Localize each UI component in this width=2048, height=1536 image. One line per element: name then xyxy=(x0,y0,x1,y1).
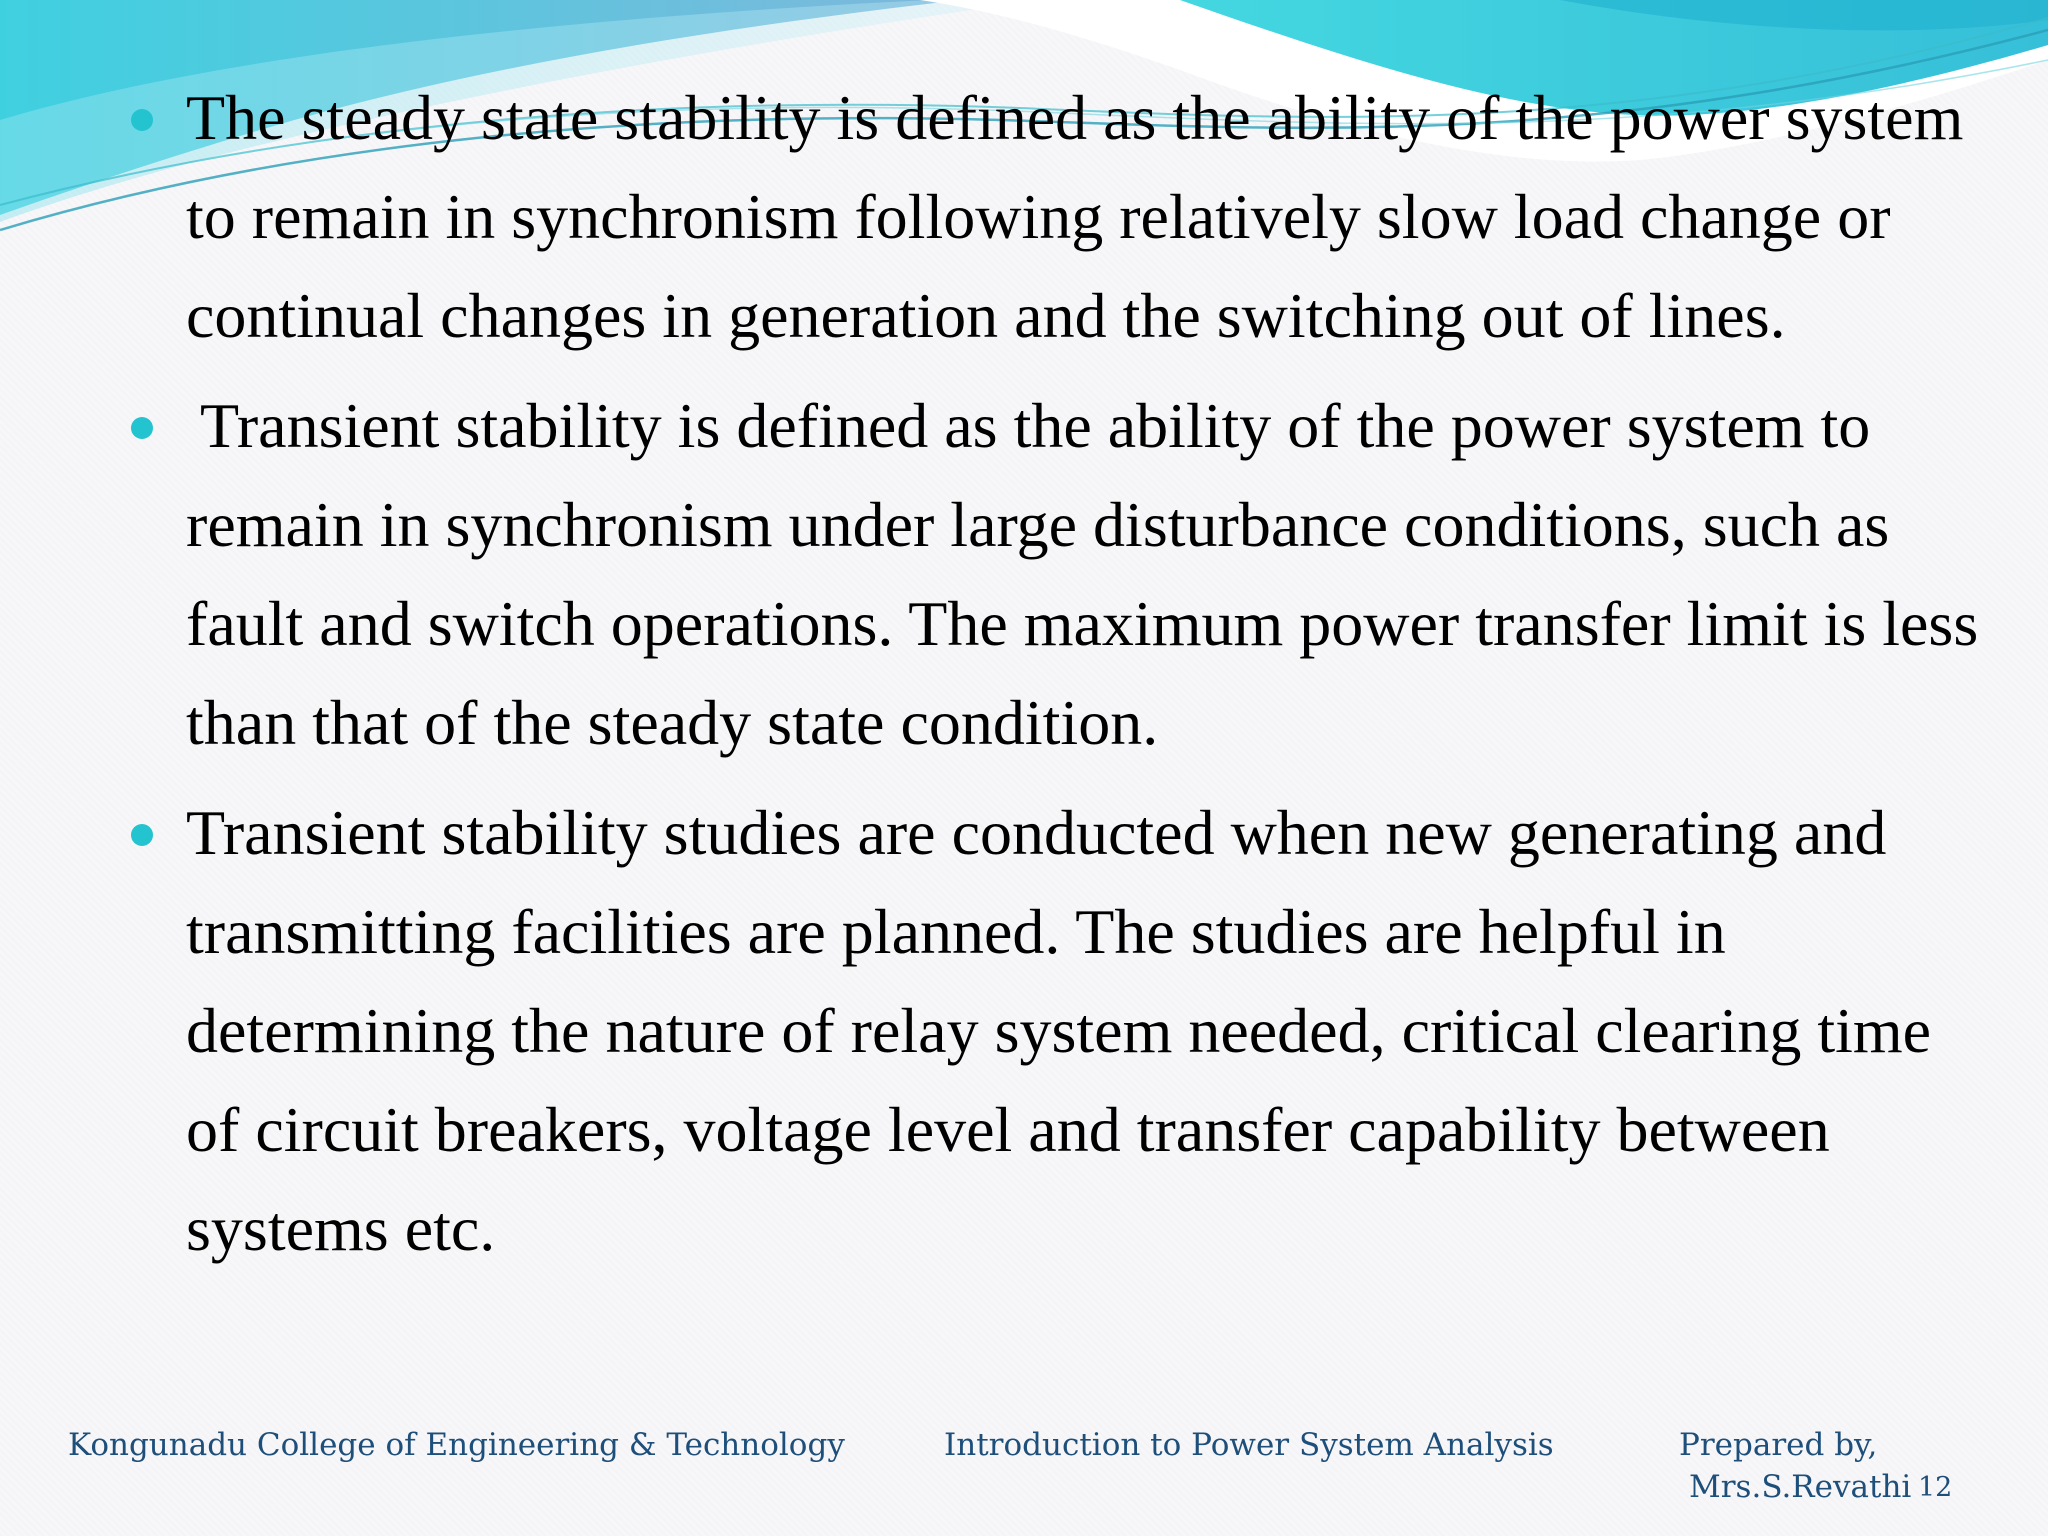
bullet-dot-icon xyxy=(131,417,153,439)
bullet-dot-icon xyxy=(131,109,153,131)
bullet-list xyxy=(0,68,2048,1278)
bullet-item-transient-studies xyxy=(0,783,2048,1278)
footer-author: Mrs.S.Revathi xyxy=(1689,1469,1912,1505)
bullet-dot-icon xyxy=(131,824,153,846)
bullet-text: Transient stability is defined as the ability of the power system to remain in synchronism under large disturbance conditions, such as fault and switch operations. The maximum power transfer limit is less than that of the steady state condition. xyxy=(186,390,1979,758)
bullet-text: Transient stability studies are conducted when new generating and transmitting facilities are planned. The studies are helpful in determining the nature of relay system needed, critical clearing time of circuit breakers, voltage level and transfer capability between systems etc. xyxy=(186,797,1932,1264)
bullet-item-steady-state xyxy=(0,68,2048,365)
bullet-text: The steady state stability is defined as the ability of the power system to remain in synchronism following relatively slow load change or continual changes in generation and the switching out of lines. xyxy=(186,82,1964,351)
footer-college: Kongunadu College of Engineering & Technology xyxy=(68,1427,845,1463)
footer-course-title: Introduction to Power System Analysis xyxy=(944,1427,1554,1463)
footer-prepared-by: Prepared by, xyxy=(1679,1427,1878,1463)
bullet-item-transient-stability xyxy=(0,376,2048,772)
slide-page-number: 12 xyxy=(1918,1472,1953,1503)
